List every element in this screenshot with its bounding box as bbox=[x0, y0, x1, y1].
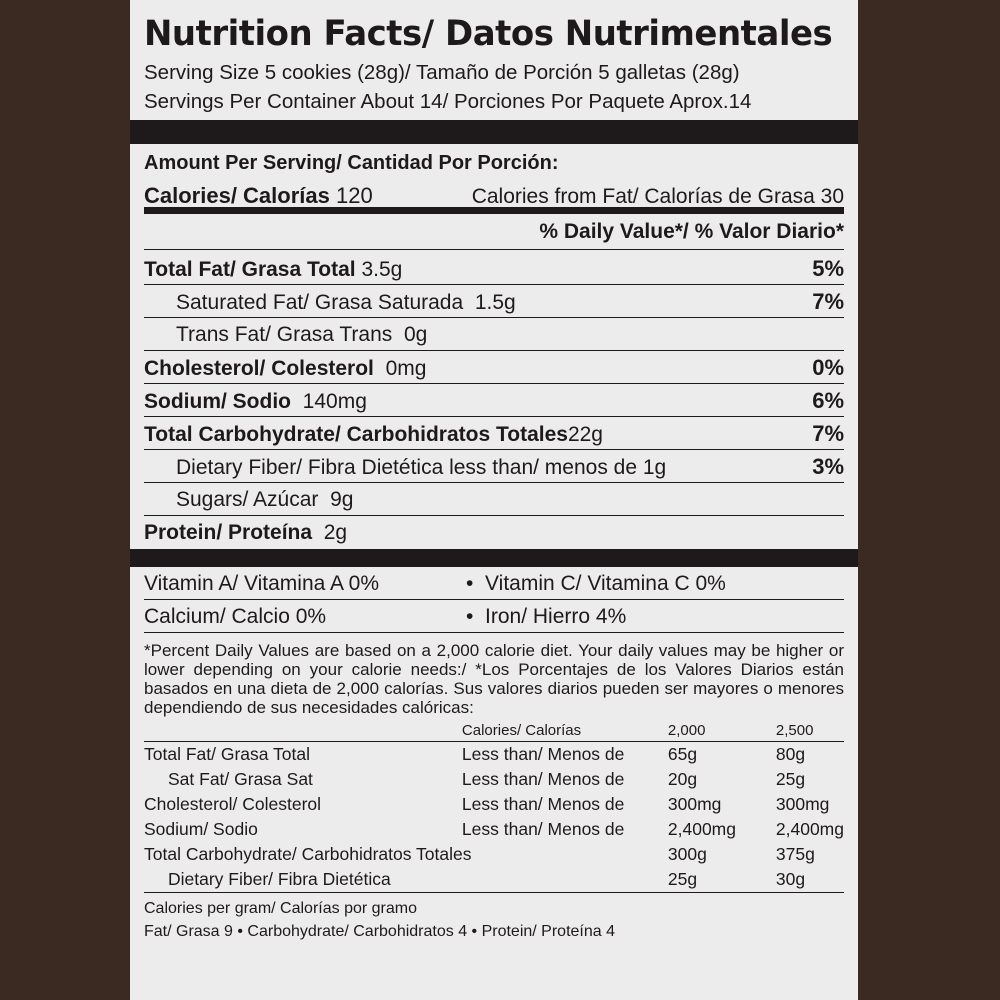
table-cell: Less than/ Menos de bbox=[461, 794, 625, 814]
nutrient-amount: 0mg bbox=[385, 357, 427, 380]
nutrient-percent: 3% bbox=[812, 454, 844, 479]
nutrient-label: Sodium/ Sodio bbox=[144, 390, 291, 413]
calories-from-fat: Calories from Fat/ Calorías de Grasa 30 bbox=[471, 185, 844, 208]
nutrient-percent: 0% bbox=[812, 355, 844, 380]
daily-value-header bbox=[144, 214, 844, 250]
vitamin-c: Vitamin C/ Vitamina C 0% bbox=[485, 572, 726, 595]
table-row bbox=[144, 842, 844, 867]
daily-values-table bbox=[144, 719, 844, 893]
nutrient-label: Total Carbohydrate/ Carbohidratos Totales bbox=[144, 423, 568, 446]
nutrient-row-total-carbohydrate bbox=[144, 417, 844, 450]
serving-size: Serving Size 5 cookies (28g)/ Tamaño de Porción 5 galletas (28g) bbox=[144, 61, 740, 84]
calories-per-gram-label: Calories per gram/ Calorías por gramo bbox=[144, 900, 417, 917]
nutrient-amount: 3.5g bbox=[361, 258, 403, 281]
nutrient-row-cholesterol bbox=[144, 351, 844, 384]
table-header-cell: Calories/ Calorías bbox=[461, 721, 582, 739]
table-header-row bbox=[144, 719, 844, 742]
nutrient-row-total-fat bbox=[144, 252, 844, 285]
table-cell: Total Carbohydrate/ Carbohidratos Totales bbox=[144, 844, 472, 864]
table-header-cell: 2,500 bbox=[775, 721, 814, 739]
iron: Iron/ Hierro 4% bbox=[485, 605, 627, 628]
table-cell: Sodium/ Sodio bbox=[144, 819, 258, 839]
table-cell: Less than/ Menos de bbox=[461, 769, 625, 789]
footnote: *Percent Daily Values are based on a 2,000 calorie diet. Your daily values may be higher or lower depending on your calorie needs:/ *Los Porcentajes de los Valores Diarios están basados en una dieta de 2,000 calorías. Sus valores diarios pueden ser mayores o menores dependiendo de sus necesidades calóricas: bbox=[144, 641, 844, 717]
table-cell: 25g bbox=[775, 769, 806, 789]
nutrient-row-sodium bbox=[144, 384, 844, 417]
table-row bbox=[144, 867, 844, 893]
nutrient-label: Dietary Fiber/ Fibra Dietética less than/ menos de 1g bbox=[176, 456, 667, 479]
nutrient-amount: 0g bbox=[403, 323, 428, 346]
servings-per-container: Servings Per Container About 14/ Porciones Por Paquete Aprox.14 bbox=[144, 90, 752, 113]
label-title: Nutrition Facts/ Datos Nutrimentales bbox=[144, 14, 833, 54]
nutrient-amount: 2g bbox=[323, 521, 348, 544]
calcium: Calcium/ Calcio 0% bbox=[144, 605, 327, 628]
table-cell: 20g bbox=[667, 769, 698, 789]
table-row bbox=[144, 817, 844, 842]
nutrient-row-dietary-fiber bbox=[144, 450, 844, 483]
nutrient-label: Saturated Fat/ Grasa Saturada bbox=[176, 291, 464, 314]
bullet-icon: • bbox=[466, 572, 474, 595]
table-cell: Dietary Fiber/ Fibra Dietética bbox=[168, 869, 391, 889]
nutrient-amount: 1.5g bbox=[474, 291, 516, 314]
table-cell: 2,400mg bbox=[667, 819, 736, 839]
nutrient-amount: 140mg bbox=[302, 390, 367, 413]
calories-value: 120 bbox=[336, 183, 373, 208]
table-cell: 375g bbox=[775, 844, 815, 864]
nutrient-amount: 9g bbox=[330, 488, 354, 511]
nutrient-label: Protein/ Proteína bbox=[144, 521, 313, 544]
nutrient-row-saturated-fat bbox=[144, 285, 844, 318]
nutrient-label: Cholesterol/ Colesterol bbox=[144, 357, 374, 380]
vitamin-row bbox=[144, 567, 844, 600]
nutrient-row-protein bbox=[144, 516, 844, 549]
table-row bbox=[144, 792, 844, 817]
table-cell: 300mg bbox=[667, 794, 722, 814]
table-cell: 300g bbox=[667, 844, 707, 864]
daily-value-header-text: % Daily Value*/ % Valor Diario* bbox=[539, 220, 844, 243]
nutrient-percent: 5% bbox=[812, 256, 844, 281]
nutrient-label: Total Fat/ Grasa Total bbox=[144, 258, 356, 281]
table-cell: 2,400mg bbox=[775, 819, 844, 839]
nutrient-percent: 7% bbox=[812, 421, 844, 446]
bullet-icon: • bbox=[466, 605, 474, 628]
table-cell: Sat Fat/ Grasa Sat bbox=[168, 769, 313, 789]
table-cell: Cholesterol/ Colesterol bbox=[144, 794, 322, 814]
nutrient-label: Trans Fat/ Grasa Trans bbox=[176, 323, 393, 346]
table-header-cell bbox=[144, 719, 462, 742]
calories-per-gram-values: Fat/ Grasa 9 • Carbohydrate/ Carbohidratos 4 • Protein/ Proteína 4 bbox=[144, 923, 615, 940]
vitamin-a: Vitamin A/ Vitamina A 0% bbox=[144, 572, 380, 595]
nutrient-label: Sugars/ Azúcar bbox=[176, 488, 319, 511]
nutrient-percent: 6% bbox=[812, 388, 844, 413]
table-cell: Total Fat/ Grasa Total bbox=[144, 744, 311, 764]
nutrient-percent: 7% bbox=[812, 289, 844, 314]
calories-label: Calories/ Calorías bbox=[144, 183, 330, 208]
table-cell: Less than/ Menos de bbox=[461, 744, 625, 764]
table-header-cell: 2,000 bbox=[667, 721, 706, 739]
calories-row bbox=[144, 178, 844, 214]
amount-per-serving: Amount Per Serving/ Cantidad Por Porción: bbox=[144, 152, 559, 174]
table-cell: 80g bbox=[775, 744, 806, 764]
mineral-row bbox=[144, 600, 844, 633]
table-row bbox=[144, 742, 844, 768]
nutrition-label bbox=[130, 0, 858, 1000]
nutrient-row-trans-fat bbox=[144, 318, 844, 351]
table-cell: 300mg bbox=[775, 794, 830, 814]
table-cell: 30g bbox=[775, 869, 806, 889]
nutrient-amount: 22g bbox=[567, 423, 603, 446]
thick-divider bbox=[130, 549, 858, 567]
thick-divider bbox=[130, 120, 858, 144]
table-cell: 65g bbox=[667, 744, 698, 764]
table-cell: Less than/ Menos de bbox=[461, 819, 625, 839]
nutrient-row-sugars bbox=[144, 483, 844, 516]
table-cell: 25g bbox=[667, 869, 698, 889]
table-row bbox=[144, 767, 844, 792]
